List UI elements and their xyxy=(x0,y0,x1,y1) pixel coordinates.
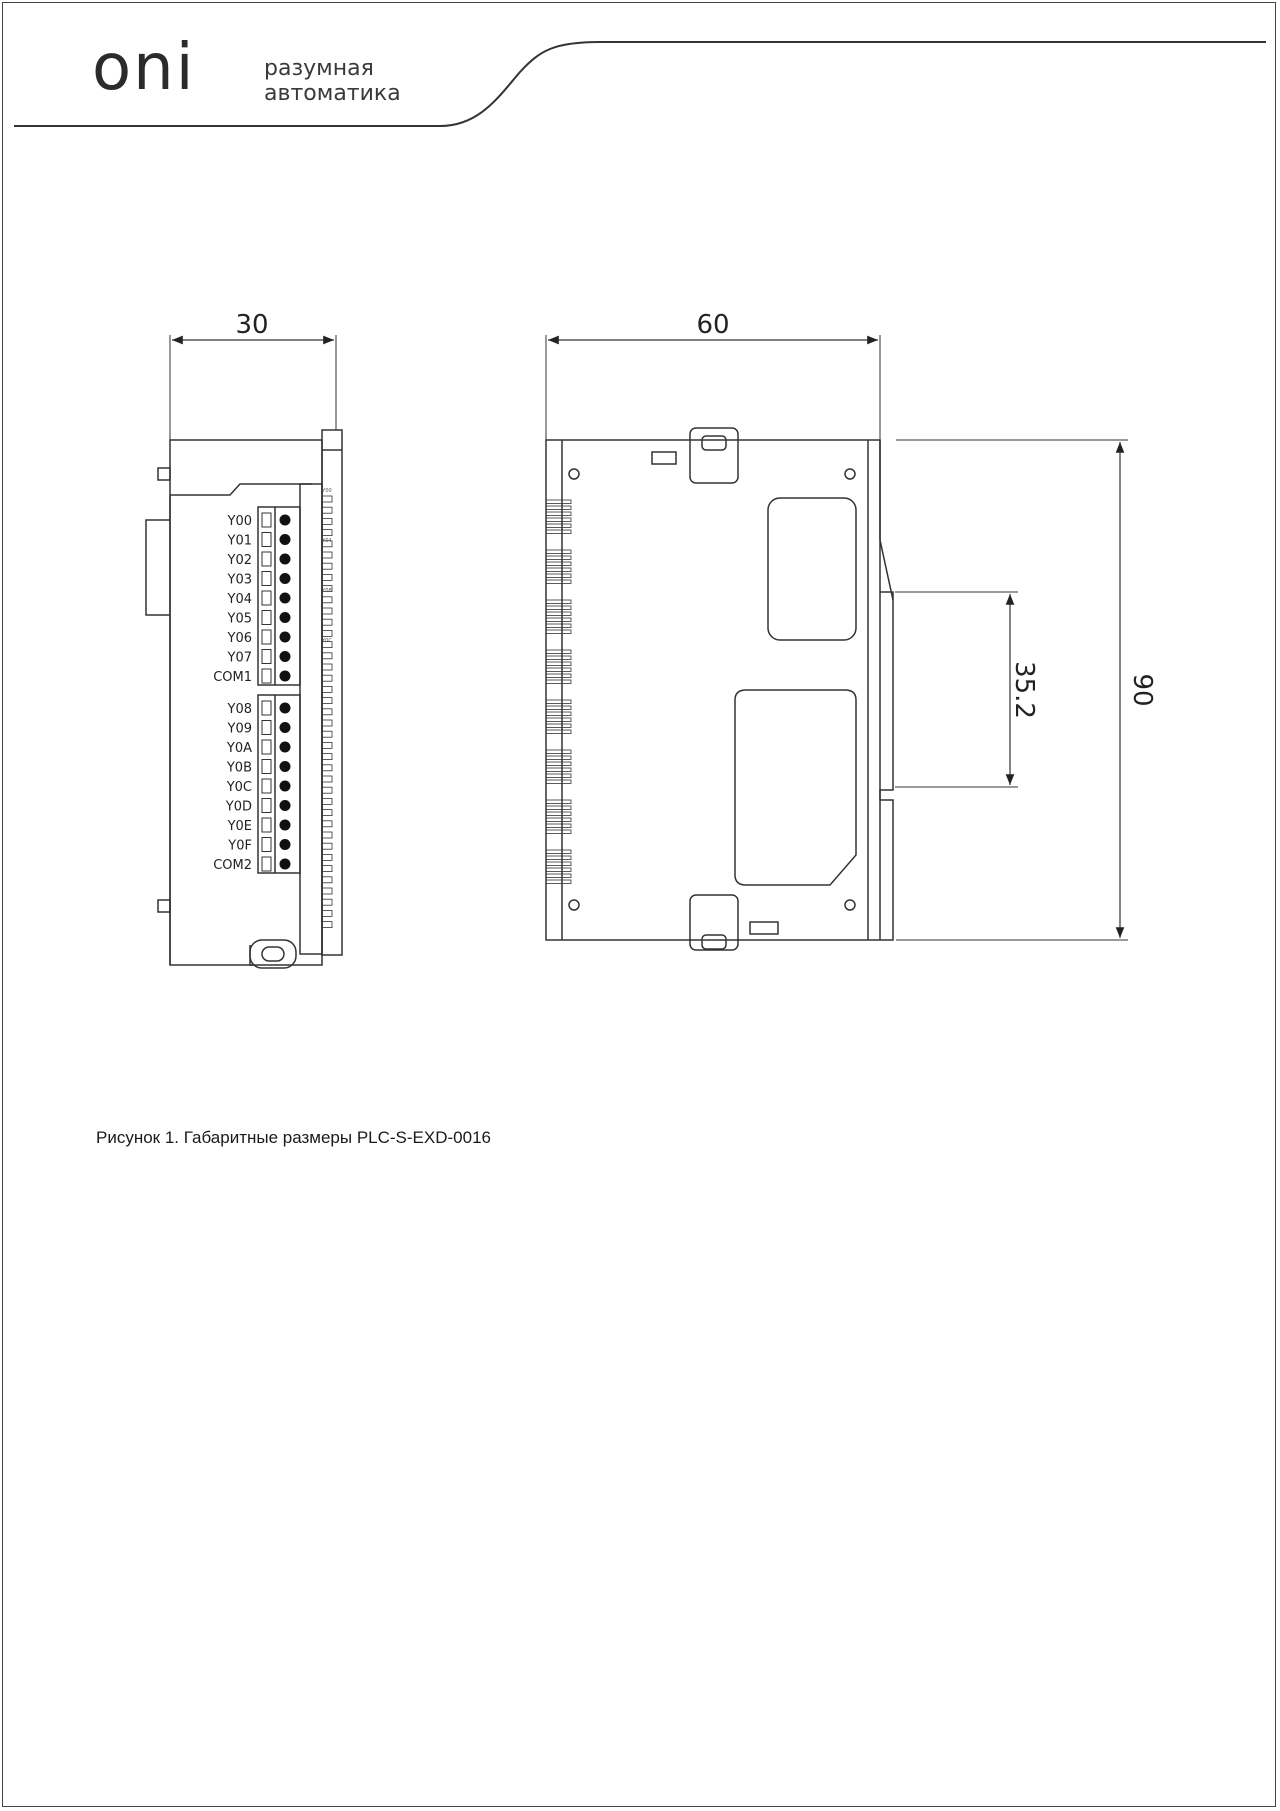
terminal-screw xyxy=(280,651,291,662)
vent-slot xyxy=(546,780,571,784)
led-indicator xyxy=(322,686,332,692)
terminal-screw xyxy=(280,703,291,714)
terminal-block-2 xyxy=(258,695,300,873)
terminal-label: Y05 xyxy=(227,611,252,627)
terminal-label: Y0A xyxy=(226,741,252,756)
vent-slot xyxy=(546,662,571,666)
terminal-label: Y03 xyxy=(227,572,252,588)
vent-slot xyxy=(546,550,571,554)
tagline-line1: разумная xyxy=(264,56,374,81)
terminal-label: Y09 xyxy=(227,721,252,737)
vent-slot xyxy=(546,500,571,504)
vent-slot xyxy=(546,562,571,566)
terminal-screw xyxy=(280,859,291,870)
vent-slot xyxy=(546,706,571,710)
vent-slot xyxy=(546,700,571,704)
vent-slot xyxy=(546,712,571,716)
vent-slot xyxy=(546,680,571,684)
terminal-clamp xyxy=(262,650,271,664)
led-group-label: Y00 xyxy=(322,488,332,494)
led-group-label: Y04 xyxy=(322,538,332,544)
vent-slot xyxy=(546,606,571,610)
terminal-clamp xyxy=(262,760,271,774)
terminal-clamp xyxy=(262,611,271,625)
vent-slot xyxy=(546,600,571,604)
terminal-clamp xyxy=(262,591,271,605)
figure-caption xyxy=(96,1128,491,1148)
vent-slot xyxy=(546,730,571,734)
led-indicator xyxy=(322,922,332,928)
led-indicator xyxy=(322,810,332,816)
terminal-screw xyxy=(280,742,291,753)
terminal-screw xyxy=(280,534,291,545)
vent-slot xyxy=(546,762,571,766)
terminal-label: Y01 xyxy=(227,533,252,549)
terminal-screw xyxy=(280,612,291,623)
terminal-screw xyxy=(280,839,291,850)
vent-slot xyxy=(546,724,571,728)
vent-slot xyxy=(546,556,571,560)
terminal-screw xyxy=(280,781,291,792)
led-indicator xyxy=(322,832,332,838)
led-indicator xyxy=(322,776,332,782)
led-indicator xyxy=(322,530,332,536)
terminal-screw xyxy=(280,554,291,565)
dim-label-90: 90 xyxy=(1127,673,1157,707)
terminal-block-1 xyxy=(258,507,300,685)
terminal-label: Y06 xyxy=(227,631,252,646)
terminal-screw xyxy=(280,515,291,526)
terminal-screw xyxy=(280,632,291,643)
terminal-label: Y0D xyxy=(225,799,252,815)
led-indicator xyxy=(322,653,332,659)
caption-prefix: Рисунок 1. Габаритные размеры xyxy=(96,1128,357,1147)
vent-slot xyxy=(546,806,571,810)
terminal-clamp xyxy=(262,669,271,683)
led-indicator xyxy=(322,843,332,849)
vent-slot xyxy=(546,518,571,522)
terminal-labels xyxy=(213,514,252,873)
label-window-lower xyxy=(735,690,856,885)
vent-slot xyxy=(546,850,571,854)
terminal-label: Y0B xyxy=(226,760,252,776)
vent-slot xyxy=(546,856,571,860)
vent-slot xyxy=(546,868,571,872)
vent-slot xyxy=(546,650,571,654)
vent-slot xyxy=(546,862,571,866)
vent-slot xyxy=(546,624,571,628)
vent-slot xyxy=(546,668,571,672)
terminal-clamp xyxy=(262,513,271,527)
terminal-clamp xyxy=(262,818,271,832)
terminal-clamp xyxy=(262,838,271,852)
caption-model: PLC-S-EXD-0016 xyxy=(356,1128,491,1147)
led-indicator xyxy=(322,507,332,513)
label-window-upper xyxy=(768,498,856,640)
terminal-label: Y04 xyxy=(227,592,252,607)
vent-slot xyxy=(546,568,571,572)
led-indicator xyxy=(322,552,332,558)
bottom-hook xyxy=(250,940,296,968)
terminal-label: COM1 xyxy=(213,670,252,685)
terminal-screw xyxy=(280,722,291,733)
terminal-clamp xyxy=(262,721,271,735)
terminal-clamp xyxy=(262,533,271,547)
vent-slot xyxy=(546,580,571,584)
vent-slot xyxy=(546,800,571,804)
terminal-screw xyxy=(280,800,291,811)
led-indicator xyxy=(322,675,332,681)
vent-slot xyxy=(546,674,571,678)
vent-slot xyxy=(546,774,571,778)
vent-slot xyxy=(546,574,571,578)
vent-slot xyxy=(546,530,571,534)
vent-slot xyxy=(546,768,571,772)
terminal-screw xyxy=(280,761,291,772)
led-indicator xyxy=(322,630,332,636)
led-indicator xyxy=(322,787,332,793)
terminal-clamp xyxy=(262,630,271,644)
led-group-label: Y0C xyxy=(322,638,332,644)
terminal-clamp xyxy=(262,740,271,754)
led-group-label: Y08 xyxy=(322,588,332,594)
led-indicator xyxy=(322,899,332,905)
vent-slot xyxy=(546,618,571,622)
dim-label-60: 60 xyxy=(696,310,730,340)
terminal-clamp xyxy=(262,552,271,566)
vent-slot xyxy=(546,512,571,516)
vent-slot xyxy=(546,818,571,822)
terminal-label: Y0F xyxy=(228,838,252,854)
led-indicator xyxy=(322,742,332,748)
led-indicator xyxy=(322,709,332,715)
led-indicator xyxy=(322,731,332,737)
led-indicator xyxy=(322,910,332,916)
terminal-clamp xyxy=(262,572,271,586)
terminal-label: Y07 xyxy=(227,650,252,666)
vent-slot xyxy=(546,612,571,616)
led-indicator xyxy=(322,619,332,625)
terminal-screw xyxy=(280,820,291,831)
led-indicator xyxy=(322,608,332,614)
terminal-label: Y0E xyxy=(227,819,252,834)
vent-slot xyxy=(546,830,571,834)
led-indicator xyxy=(322,798,332,804)
vent-slot xyxy=(546,880,571,884)
vent-slot xyxy=(546,824,571,828)
led-indicator xyxy=(322,821,332,827)
terminal-screw xyxy=(280,573,291,584)
bottom-latch xyxy=(690,895,738,950)
terminal-label: Y02 xyxy=(227,553,252,568)
vent-slot xyxy=(546,812,571,816)
vent-slot xyxy=(546,524,571,528)
led-indicator xyxy=(322,765,332,771)
led-indicator xyxy=(322,574,332,580)
led-indicator-strip xyxy=(321,488,332,928)
led-indicator xyxy=(322,754,332,760)
front-view xyxy=(546,335,1128,950)
vent-slot xyxy=(546,718,571,722)
terminal-label: Y0C xyxy=(226,780,252,795)
led-indicator xyxy=(322,698,332,704)
vent-slot xyxy=(546,750,571,754)
terminal-label: Y00 xyxy=(227,514,252,529)
front-vent-slots xyxy=(546,500,571,884)
terminal-label: COM2 xyxy=(213,858,252,873)
vent-slot xyxy=(546,756,571,760)
vent-slot xyxy=(546,506,571,510)
led-indicator xyxy=(322,597,332,603)
dim-label-30: 30 xyxy=(235,310,269,340)
terminal-screw xyxy=(280,593,291,604)
led-indicator xyxy=(322,720,332,726)
led-indicator xyxy=(322,563,332,569)
led-indicator xyxy=(322,664,332,670)
led-indicator xyxy=(322,888,332,894)
terminal-clamp xyxy=(262,799,271,813)
led-indicator xyxy=(322,877,332,883)
terminal-clamp xyxy=(262,701,271,715)
led-indicator xyxy=(322,518,332,524)
tagline-line2: автоматика xyxy=(264,81,401,106)
dim-label-35-2: 35.2 xyxy=(1009,661,1039,719)
led-indicator xyxy=(322,496,332,502)
led-indicator xyxy=(322,854,332,860)
brand-logo: oni xyxy=(92,31,196,105)
vent-slot xyxy=(546,656,571,660)
led-indicator xyxy=(322,866,332,872)
vent-slot xyxy=(546,874,571,878)
vent-slot xyxy=(546,630,571,634)
terminal-clamp xyxy=(262,779,271,793)
terminal-label: Y08 xyxy=(227,702,252,717)
terminal-screw xyxy=(280,671,291,682)
terminal-clamp xyxy=(262,857,271,871)
terminal-screws xyxy=(262,513,291,871)
